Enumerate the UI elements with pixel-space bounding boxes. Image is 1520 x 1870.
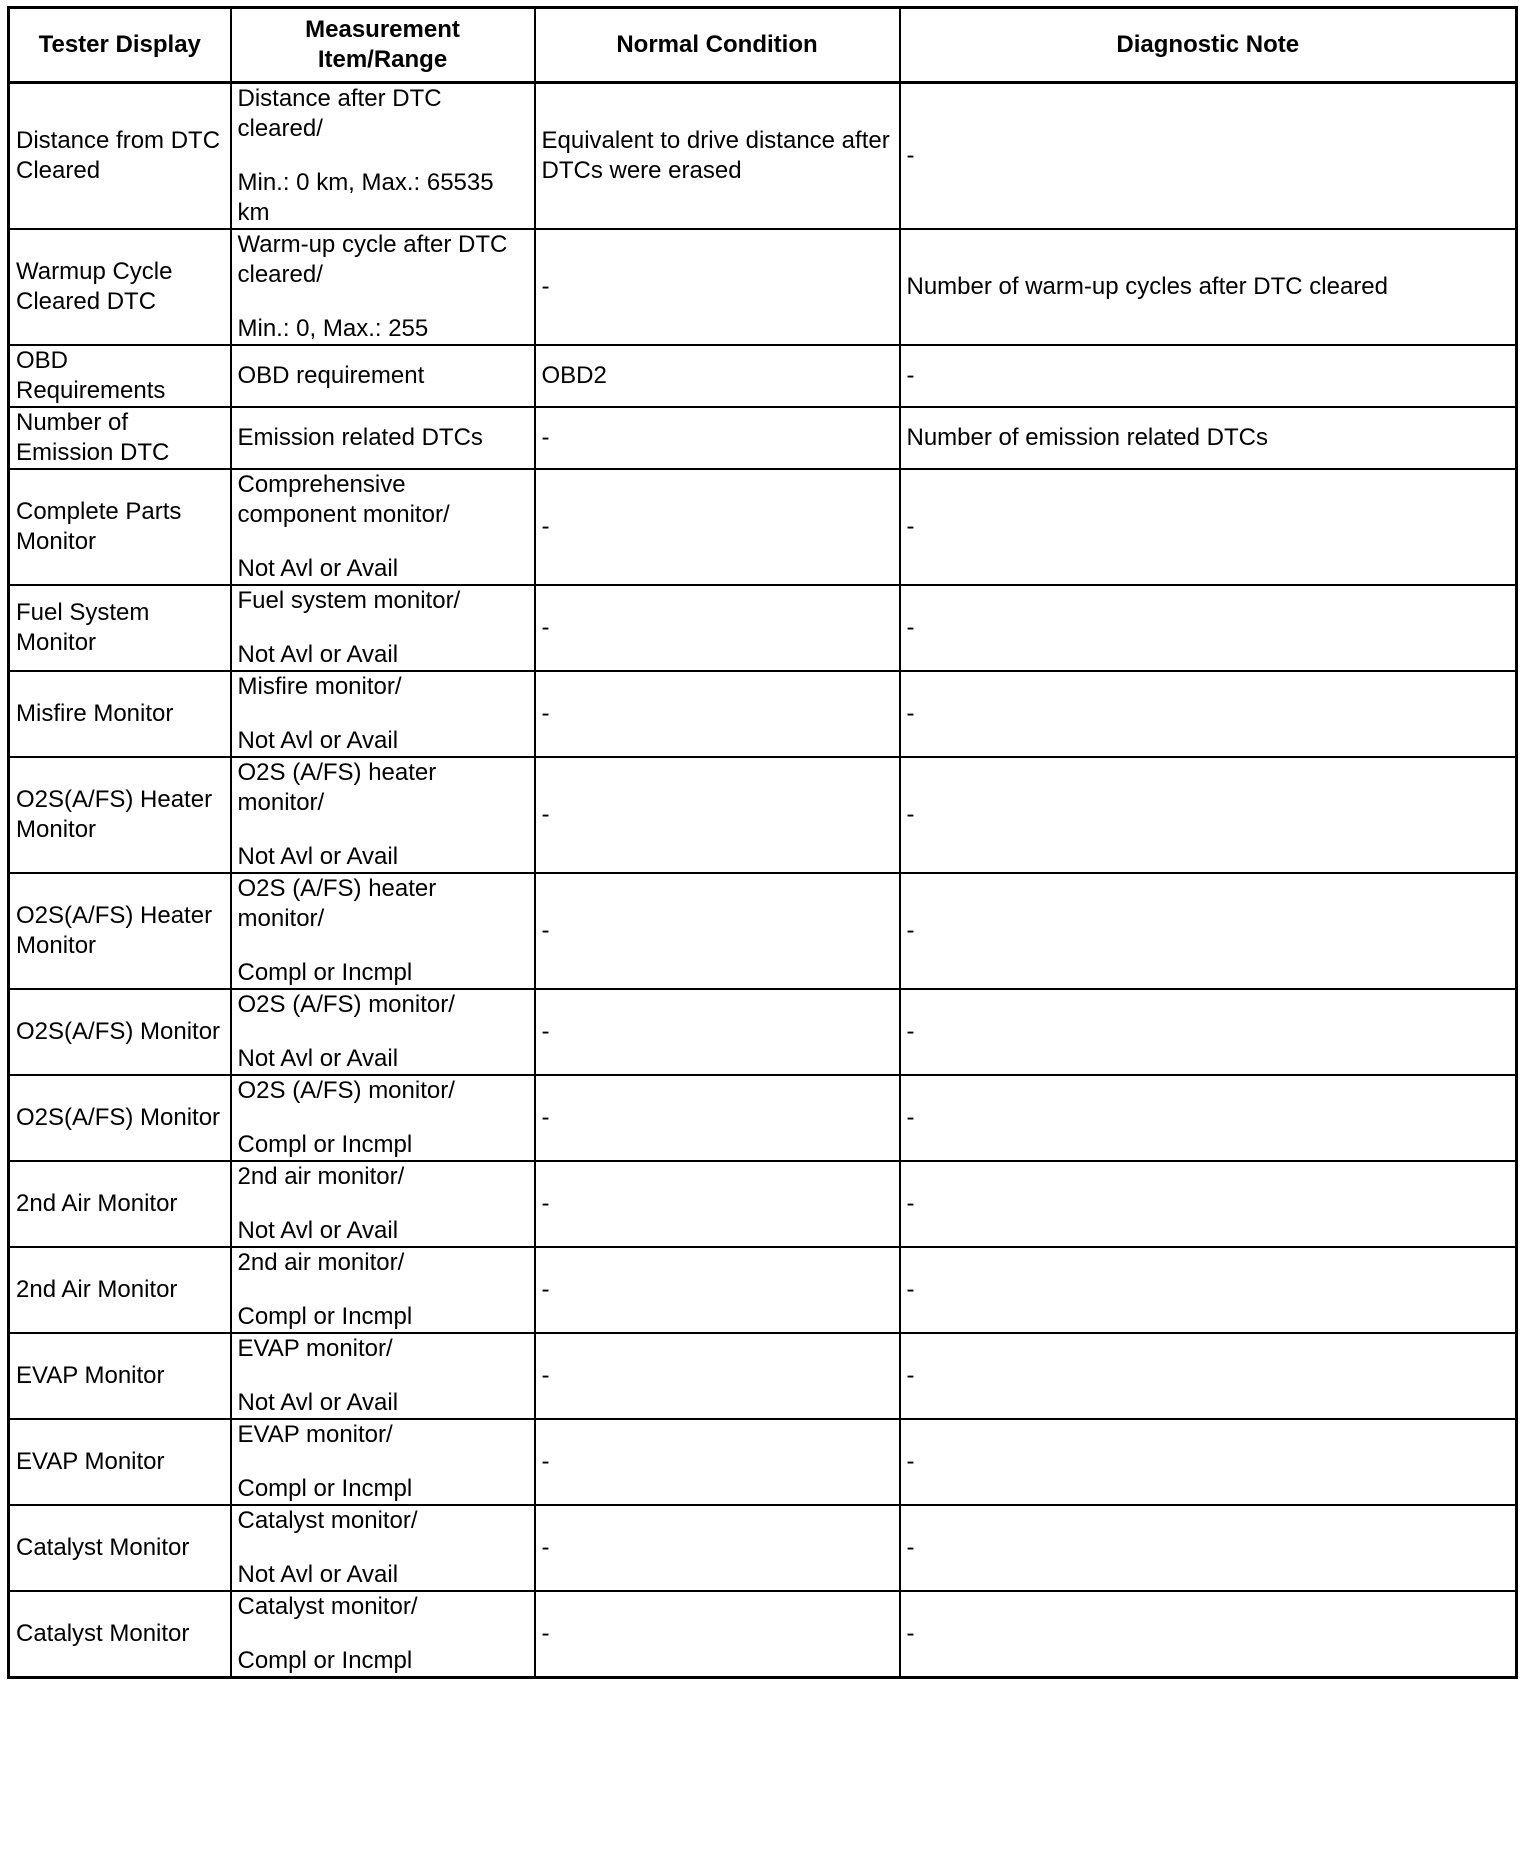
measurement-range: Not Avl or Avail [237,1561,399,1588]
cell-normal-condition: - [535,757,900,873]
data-list-table [7,6,1518,1679]
cell-normal-condition: - [535,1161,900,1247]
cell-diagnostic-note: - [900,345,1517,407]
table-row [9,229,1517,345]
table-row [9,671,1517,757]
cell-measurement [231,873,535,989]
cell-tester-display: Complete Parts Monitor [9,469,231,585]
cell-normal-condition: - [535,1505,900,1591]
table-row [9,1333,1517,1419]
cell-diagnostic-note: - [900,1505,1517,1591]
table-row [9,1075,1517,1161]
cell-normal-condition: OBD2 [535,345,900,407]
measurement-item: O2S (A/FS) heater monitor/ [237,759,437,816]
cell-tester-display: O2S(A/FS) Heater Monitor [9,757,231,873]
cell-normal-condition: - [535,1075,900,1161]
header-measurement: Measurement Item/Range [231,8,535,83]
measurement-range: Min.: 0 km, Max.: 65535 km [237,169,494,226]
cell-normal-condition: - [535,407,900,469]
cell-diagnostic-note: - [900,585,1517,671]
measurement-item: Comprehensive component monitor/ [237,471,450,528]
cell-diagnostic-note: - [900,873,1517,989]
measurement-range: Not Avl or Avail [237,843,399,870]
measurement-range: Not Avl or Avail [237,727,399,754]
cell-diagnostic-note: Number of emission related DTCs [900,407,1517,469]
cell-measurement [231,1161,535,1247]
cell-diagnostic-note: - [900,83,1517,230]
cell-diagnostic-note: - [900,1419,1517,1505]
measurement-item: 2nd air monitor/ [237,1163,405,1190]
measurement-range: Not Avl or Avail [237,1389,399,1416]
table-body [9,83,1517,1678]
cell-tester-display: O2S(A/FS) Heater Monitor [9,873,231,989]
cell-normal-condition: - [535,873,900,989]
measurement-item: EVAP monitor/ [237,1421,393,1448]
measurement-range: Not Avl or Avail [237,555,399,582]
measurement-range: Compl or Incmpl [237,1475,413,1502]
measurement-item: Catalyst monitor/ [237,1593,418,1620]
table-header-row [9,8,1517,83]
cell-measurement [231,469,535,585]
header-normal-condition: Normal Condition [535,8,900,83]
cell-tester-display: 2nd Air Monitor [9,1247,231,1333]
cell-measurement [231,1333,535,1419]
cell-normal-condition: - [535,671,900,757]
cell-normal-condition: - [535,1247,900,1333]
measurement-range: Compl or Incmpl [237,1303,413,1330]
cell-diagnostic-note: - [900,1161,1517,1247]
measurement-item: Misfire monitor/ [237,673,402,700]
cell-tester-display: Number of Emission DTC [9,407,231,469]
cell-measurement [231,407,535,469]
measurement-item: Distance after DTC cleared/ [237,85,442,142]
header-tester-display: Tester Display [9,8,231,83]
table-row [9,873,1517,989]
cell-measurement [231,1419,535,1505]
cell-tester-display: Warmup Cycle Cleared DTC [9,229,231,345]
cell-diagnostic-note: - [900,757,1517,873]
cell-normal-condition: - [535,1419,900,1505]
measurement-item: EVAP monitor/ [237,1335,393,1362]
cell-measurement [231,1247,535,1333]
cell-measurement [231,229,535,345]
cell-tester-display: Catalyst Monitor [9,1591,231,1678]
measurement-item: Fuel system monitor/ [237,587,461,614]
table-row [9,1419,1517,1505]
table-row [9,345,1517,407]
cell-diagnostic-note: - [900,1075,1517,1161]
measurement-item: Warm-up cycle after DTC cleared/ [237,231,508,288]
cell-normal-condition: - [535,1333,900,1419]
cell-measurement [231,1505,535,1591]
cell-diagnostic-note: Number of warm-up cycles after DTC cleared [900,229,1517,345]
cell-measurement [231,989,535,1075]
cell-measurement [231,83,535,230]
cell-normal-condition: - [535,229,900,345]
cell-diagnostic-note: - [900,1333,1517,1419]
cell-normal-condition: - [535,989,900,1075]
measurement-item: O2S (A/FS) heater monitor/ [237,875,437,932]
cell-normal-condition: - [535,1591,900,1678]
cell-diagnostic-note: - [900,469,1517,585]
cell-tester-display: Misfire Monitor [9,671,231,757]
cell-tester-display: Distance from DTC Cleared [9,83,231,230]
cell-measurement [231,1591,535,1678]
cell-tester-display: Fuel System Monitor [9,585,231,671]
table-row [9,585,1517,671]
measurement-range: Not Avl or Avail [237,1045,399,1072]
measurement-item: OBD requirement [237,362,425,389]
table-row [9,1161,1517,1247]
cell-diagnostic-note: - [900,1247,1517,1333]
measurement-range: Compl or Incmpl [237,1131,413,1158]
table-row [9,407,1517,469]
cell-tester-display: 2nd Air Monitor [9,1161,231,1247]
table-row [9,1247,1517,1333]
cell-measurement [231,671,535,757]
cell-measurement [231,585,535,671]
measurement-range: Not Avl or Avail [237,1217,399,1244]
measurement-item: O2S (A/FS) monitor/ [237,1077,455,1104]
cell-tester-display: O2S(A/FS) Monitor [9,989,231,1075]
cell-tester-display: EVAP Monitor [9,1333,231,1419]
cell-diagnostic-note: - [900,1591,1517,1678]
measurement-item: Emission related DTCs [237,424,483,451]
measurement-item: 2nd air monitor/ [237,1249,405,1276]
measurement-range: Compl or Incmpl [237,1647,413,1674]
table-row [9,1591,1517,1678]
cell-measurement [231,345,535,407]
cell-measurement [231,1075,535,1161]
cell-measurement [231,757,535,873]
cell-tester-display: EVAP Monitor [9,1419,231,1505]
table-row [9,1505,1517,1591]
cell-tester-display: OBD Requirements [9,345,231,407]
measurement-range: Compl or Incmpl [237,959,413,986]
header-diagnostic-note: Diagnostic Note [900,8,1517,83]
cell-diagnostic-note: - [900,671,1517,757]
measurement-item: Catalyst monitor/ [237,1507,418,1534]
measurement-range: Min.: 0, Max.: 255 [237,315,429,342]
table-row [9,989,1517,1075]
cell-tester-display: Catalyst Monitor [9,1505,231,1591]
table-row [9,757,1517,873]
measurement-item: O2S (A/FS) monitor/ [237,991,455,1018]
table-row [9,83,1517,230]
cell-normal-condition: Equivalent to drive distance after DTCs were erased [535,83,900,230]
cell-normal-condition: - [535,585,900,671]
cell-normal-condition: - [535,469,900,585]
table-row [9,469,1517,585]
cell-tester-display: O2S(A/FS) Monitor [9,1075,231,1161]
measurement-range: Not Avl or Avail [237,641,399,668]
cell-diagnostic-note: - [900,989,1517,1075]
